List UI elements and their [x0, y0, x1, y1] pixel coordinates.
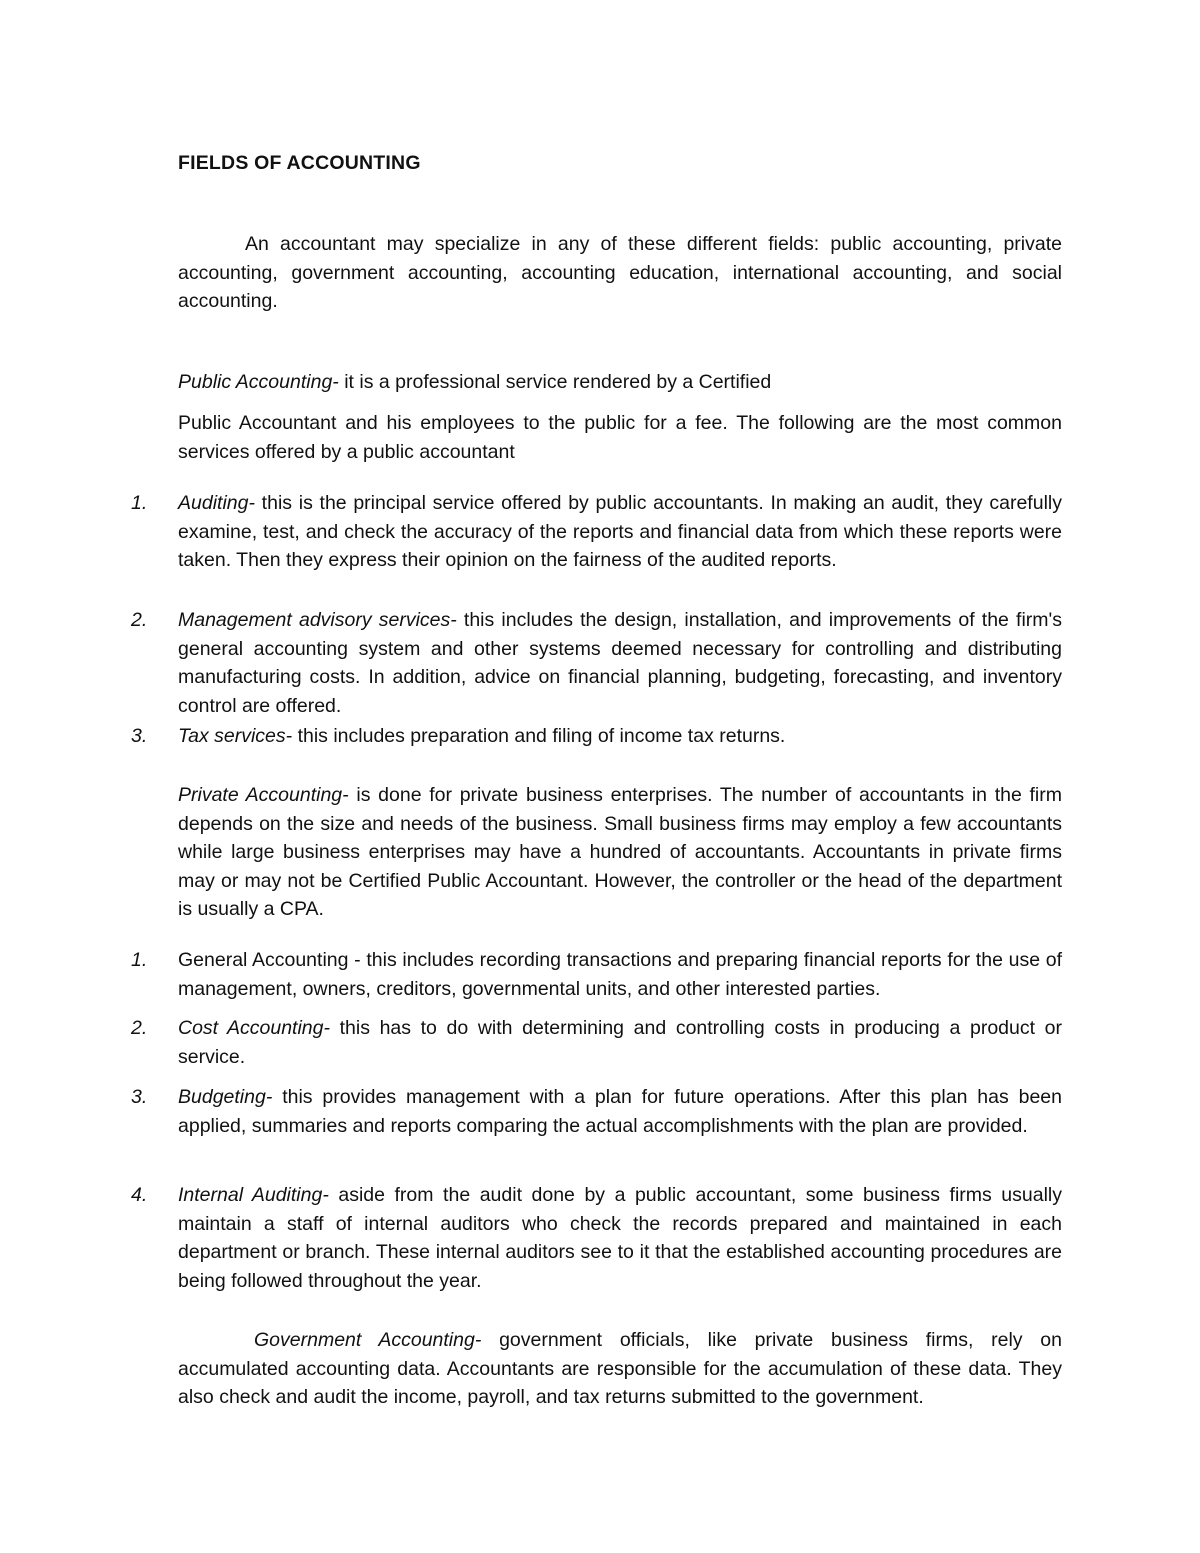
list-item-body: [178, 606, 1062, 720]
list-item-term: Cost Accounting-: [178, 1017, 330, 1039]
list-item-text: this includes preparation and filing of income tax returns.: [292, 725, 786, 747]
list-item-number: 3.: [131, 725, 148, 747]
list-item-term: Tax services-: [178, 725, 293, 747]
list-item: [131, 946, 1062, 1003]
list-item-number: 1.: [131, 492, 148, 514]
intro-paragraph: An accountant may specialize in any of these different fields: public accounting, private accounting, government accounting, accounting education, international accounting, and social accounting.: [178, 233, 1062, 312]
list-item-term: Internal Auditing-: [178, 1184, 329, 1206]
public-accounting-heading-line: [178, 368, 1062, 397]
government-accounting-term: Government Accounting-: [254, 1329, 482, 1351]
page-title: FIELDS OF ACCOUNTING: [178, 152, 421, 174]
public-accounting-line1: it is a professional service rendered by a Certified: [338, 371, 772, 393]
list-item: [131, 606, 1062, 720]
list-item-text: General Accounting - this includes recording transactions and preparing financial reports for the use of management, owners, creditors, governmental units, and other interested parties.: [178, 949, 1062, 1000]
list-item-text: this includes the design, installation, and improvements of the firm's general accounting system and other systems deemed necessary for controlling and distributing manufacturing costs. In addition, advice on financial planning, budgeting, forecasting, and inventory control are offered.: [178, 609, 1063, 717]
list-item-number: 3.: [131, 1086, 148, 1108]
list-item: [131, 489, 1062, 575]
list-item-number: 2.: [131, 1017, 148, 1039]
government-accounting-text: government officials, like private business firms, rely on accumulated accounting data. Accountants are responsible for the accumulation of these data. They also check and audit the income, payroll, and tax returns submitted to the government.: [178, 1329, 1062, 1408]
list-item-text: this is the principal service offered by public accountants. In making an audit, they carefully examine, test, and check the accuracy of the reports and financial data from which these reports were taken. Then they express their opinion on the fairness of the audited reports.: [178, 492, 1062, 571]
list-item-text: this provides management with a plan for future operations. After this plan has been applied, summaries and reports comparing the actual accomplishments with the plan are provided.: [178, 1086, 1062, 1137]
list-item-body: [178, 722, 1062, 751]
list-item-body: [178, 1181, 1062, 1295]
public-accounting-description: Public Accountant and his employees to the public for a fee. The following are the most common services offered by a public accountant: [178, 412, 1062, 463]
list-item: [131, 1014, 1062, 1071]
government-accounting-paragraph: [178, 1326, 1062, 1412]
list-item-text: aside from the audit done by a public accountant, some business firms usually maintain a staff of internal auditors who check the records prepared and maintained in each department or branch. These internal auditors see to it that the established accounting procedures are being followed throughout the year.: [178, 1184, 1062, 1292]
list-item-text: this has to do with determining and controlling costs in producing a product or service.: [178, 1017, 1063, 1068]
list-item: [131, 1083, 1062, 1140]
public-accounting-term: Public Accounting-: [178, 371, 339, 393]
list-item-number: 4.: [131, 1184, 148, 1206]
list-item: [131, 722, 1062, 751]
list-item-body: [178, 1014, 1062, 1071]
list-item: [131, 1181, 1062, 1295]
private-accounting-text: is done for private business enterprises. The number of accountants in the firm depends on the size and needs of the business. Small business firms may employ a few accountants while large business enterprises may have a hundred of accountants. Accountants in private firms may or may not be Certified Public Accountant. However, the controller or the head of the department is usually a CPA.: [178, 784, 1063, 920]
list-item-term: Budgeting-: [178, 1086, 273, 1108]
list-item-body: [178, 489, 1062, 575]
list-item-number: 2.: [131, 609, 148, 631]
list-item-body: [178, 1083, 1062, 1140]
private-accounting-term: Private Accounting-: [178, 784, 349, 806]
list-item-number: 1.: [131, 949, 148, 971]
list-item-term: Auditing-: [178, 492, 255, 514]
private-accounting-paragraph: [178, 781, 1062, 924]
list-item-term: Management advisory services-: [178, 609, 457, 631]
list-item-body: [178, 946, 1062, 1003]
